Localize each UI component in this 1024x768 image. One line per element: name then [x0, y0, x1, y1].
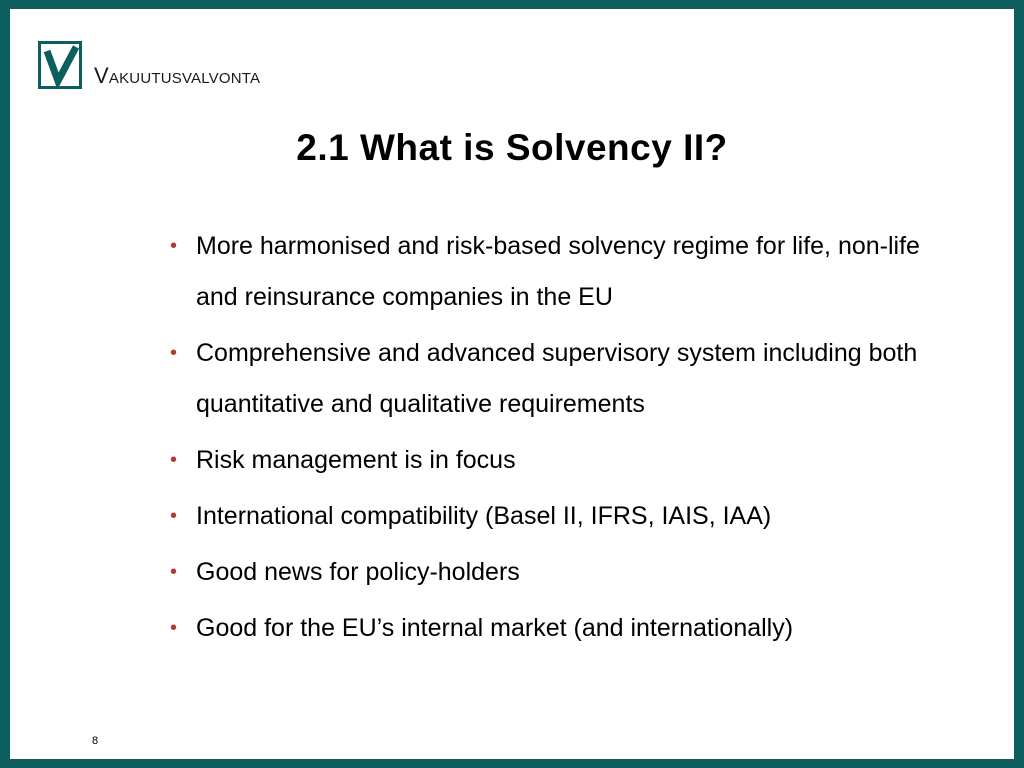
bullet-text: Risk management is in focus [196, 446, 516, 474]
bullet-list [170, 221, 950, 659]
bullet-item [170, 603, 950, 654]
bullet-text: More harmonised and risk-based solvency regime for life, non-life and reinsurance companies in the EU [196, 232, 920, 311]
bullet-text: International compatibility (Basel II, IFRS, IAIS, IAA) [196, 502, 772, 530]
bullet-icon: • [170, 342, 178, 364]
bullet-icon: • [170, 449, 178, 471]
logo [38, 41, 260, 89]
bullet-item [170, 221, 950, 323]
bullet-text: Good news for policy-holders [196, 558, 520, 586]
bullet-item [170, 328, 950, 430]
page-number: 8 [92, 735, 99, 747]
slide [10, 9, 1014, 759]
bullet-icon: • [170, 617, 178, 639]
bullet-item [170, 491, 950, 542]
bullet-item [170, 435, 950, 486]
bullet-item [170, 547, 950, 598]
bullet-text: Good for the EU’s internal market (and internationally) [196, 614, 794, 642]
bullet-text: Comprehensive and advanced supervisory system including both quantitative and qualitative requirements [196, 339, 918, 418]
bullet-icon: • [170, 505, 178, 527]
bullet-icon: • [170, 235, 178, 257]
checkmark-logo-icon [38, 41, 82, 89]
logo-text: Vakuutusvalvonta [94, 63, 261, 88]
bullet-icon: • [170, 561, 178, 583]
slide-title: 2.1 What is Solvency II? [296, 127, 728, 168]
